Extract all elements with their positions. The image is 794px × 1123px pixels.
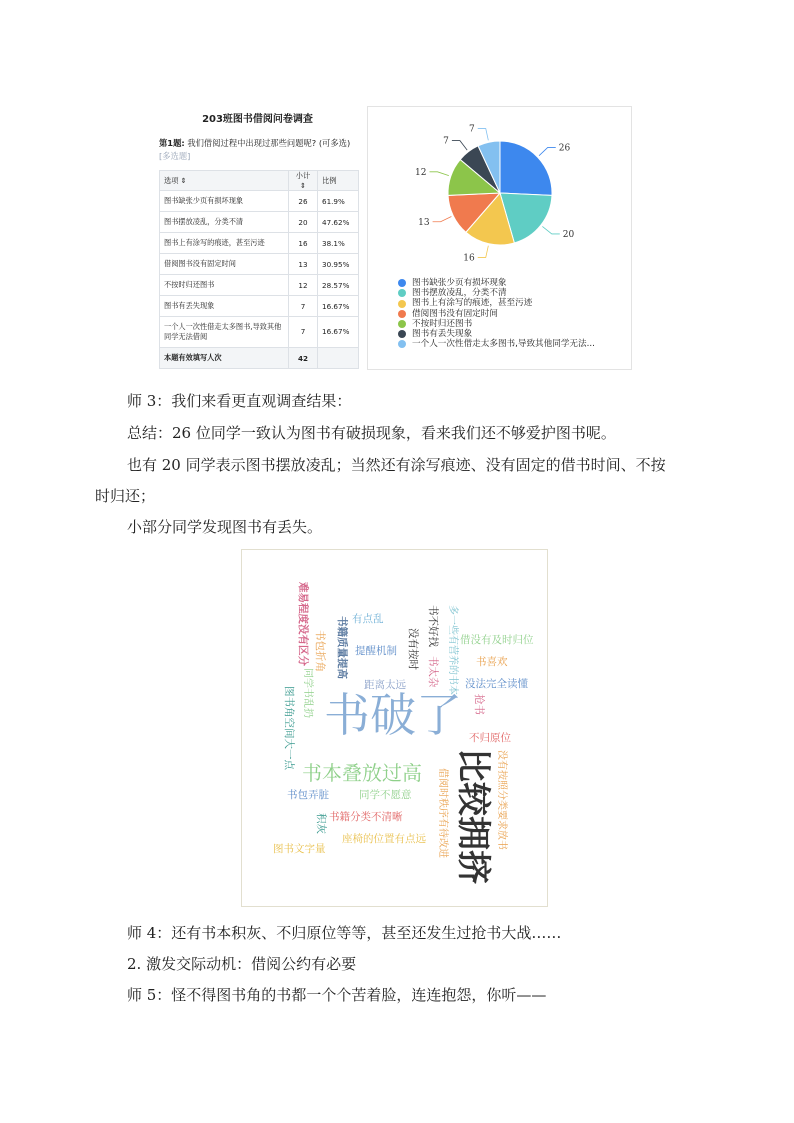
cloud-word: 书喜欢 [476,656,508,668]
header-ratio: 比例 [318,171,359,191]
row-option: 图书摆放凌乱，分类不清 [160,212,289,233]
pie-leader-line [433,217,452,222]
cloud-word: 书包弄脏 [287,789,329,801]
table-row [160,275,359,296]
cloud-word: 书籍质量提高 [336,616,348,679]
cloud-word: 书破了 [324,688,462,742]
table-row [160,233,359,254]
legend-item[interactable] [398,309,595,319]
cloud-word: 没有按时 [407,628,419,670]
pie-leader-line [452,141,467,151]
question-number: 第1题: [159,138,185,148]
row-count: 26 [289,191,318,212]
table-row [160,296,359,317]
pie-value-label: 7 [443,136,449,147]
cloud-word: 没法完全读懂 [465,678,528,690]
paragraph-teacher-5: 师 5：怪不得图书角的书都一个个苦着脸，连连抱怨，你听—— [127,986,547,1004]
cloud-word: 提醒机制 [355,645,397,657]
cloud-word: 座椅的位置有点远 [342,833,426,845]
pie-leader-line [539,147,556,155]
cloud-word: 书不好找 [427,605,439,647]
header-count[interactable]: 小计 ⇕ [289,171,318,191]
legend-label: 图书上有涂写的痕迹，甚至污迹 [412,298,533,309]
legend-item[interactable] [398,339,595,349]
legend-swatch [398,279,406,287]
pie-value-label: 13 [418,217,430,228]
cloud-word: 多一些有营养的书本 [447,605,458,695]
row-option: 图书上有涂写的痕迹，甚至污迹 [160,233,289,254]
cloud-word: 难易程度没有区分 [297,582,309,666]
paragraph-messy-cont: 时归还； [95,487,156,505]
legend-label: 图书有丢失现象 [412,329,473,340]
row-option: 不按时归还图书 [160,275,289,296]
question-text: 我们借阅过程中出现过那些问题呢? (可多选) [187,138,351,148]
table-footer-row [160,348,359,369]
cloud-word: 有点乱 [352,613,384,625]
pie-leader-line [429,172,448,176]
pie-value-label: 12 [415,167,427,178]
legend-item[interactable] [398,319,595,329]
footer-count: 42 [289,348,318,369]
row-ratio: 47.62% [318,212,359,233]
row-count: 20 [289,212,318,233]
table-row [160,212,359,233]
cloud-word: 比较拥挤 [453,748,493,884]
legend-label: 借阅图书没有固定时间 [412,308,498,319]
legend-label: 一个人一次性借走太多图书,导致其他同学无法... [412,339,595,350]
cloud-word: 书太杂 [427,656,439,688]
paragraph-lost: 小部分同学发现图书有丢失。 [127,518,323,536]
survey-title: 203班图书借阅问卷调查 [202,114,313,125]
row-option: 图书缺张少页有损坏现象 [160,191,289,212]
pie-value-label: 20 [562,229,575,240]
legend-swatch [398,330,406,338]
row-option: 图书有丢失现象 [160,296,289,317]
table-row [160,317,359,348]
question-type-tag: [多选题] [159,151,191,161]
footer-label: 本题有效填写人次 [160,348,289,369]
row-count: 12 [289,275,318,296]
cloud-word: 同学不愿意 [359,789,412,801]
paragraph-summary: 总结：26 位同学一致认为图书有破损现象，看来我们还不够爱护图书呢。 [127,424,616,442]
legend-swatch [398,320,406,328]
word-cloud-panel [241,549,548,907]
row-count: 7 [289,317,318,348]
paragraph-teacher-3: 师 3：我们来看更直观调查结果： [127,392,352,410]
row-ratio: 16.67% [318,317,359,348]
pie-leader-line [542,226,559,233]
survey-question [155,137,360,163]
paragraph-heading-2: 2. 激发交际动机：借阅公约有必要 [127,955,357,973]
legend-item[interactable] [398,298,595,308]
legend-label: 图书缺张少页有损坏现象 [412,278,507,288]
row-count: 16 [289,233,318,254]
row-count: 7 [289,296,318,317]
legend-item[interactable] [398,329,595,339]
cloud-word: 不归原位 [469,732,511,744]
cloud-word: 距离太远 [364,679,406,691]
legend-swatch [398,340,406,348]
paragraph-teacher-4: 师 4：还有书本积灰、不归原位等等，甚至还发生过抢书大战…… [127,924,562,942]
row-ratio: 16.67% [318,296,359,317]
legend-label: 不按时归还图书 [412,318,473,329]
footer-empty [318,348,359,369]
cloud-word: 同学书乱扔 [302,668,313,718]
legend-swatch [398,289,406,297]
row-option: 一个人一次性借走太多图书,导致其他同学无法借阅 [160,317,289,348]
cloud-word: 书包折角 [314,630,326,672]
row-ratio: 38.1% [318,233,359,254]
pie-leader-line [478,246,489,258]
pie-slice[interactable] [500,141,552,195]
cloud-word: 书本叠放过高 [302,761,422,785]
cloud-word: 借没有及时归位 [460,634,534,646]
row-count: 13 [289,254,318,275]
legend-swatch [398,310,406,318]
word-cloud [242,550,547,906]
legend-swatch [398,300,406,308]
survey-results-table [159,170,359,369]
row-option: 借阅图书没有固定时间 [160,254,289,275]
table-header-row [160,171,359,191]
cloud-word: 书籍分类不清晰 [329,811,403,823]
cloud-word: 图书角空间大一点 [283,686,295,770]
cloud-word: 没有按照分类要求放书 [496,750,507,850]
row-ratio: 61.9% [318,191,359,212]
row-ratio: 30.95% [318,254,359,275]
cloud-word: 借阅时秩序有待改进 [437,768,448,858]
legend-label: 图书摆放凌乱，分类不清 [412,288,507,299]
cloud-word: 图书文字量 [273,843,326,855]
pie-chart-panel [367,106,632,370]
header-option[interactable]: 选项 ⇕ [160,171,289,191]
row-ratio: 28.57% [318,275,359,296]
table-row [160,254,359,275]
table-row [160,191,359,212]
pie-leader-line [478,129,489,141]
chart-legend [398,278,595,349]
pie-value-label: 7 [469,124,475,135]
legend-item[interactable] [398,278,595,288]
cloud-word: 抢书 [473,694,485,715]
paragraph-messy: 也有 20 同学表示图书摆放凌乱；当然还有涂写痕迹、没有固定的借书时间、不按 [127,456,666,474]
survey-table-panel [155,104,360,372]
pie-value-label: 16 [463,253,475,264]
legend-item[interactable] [398,288,595,298]
cloud-word: 积灰 [315,813,327,834]
pie-value-label: 26 [558,143,571,154]
